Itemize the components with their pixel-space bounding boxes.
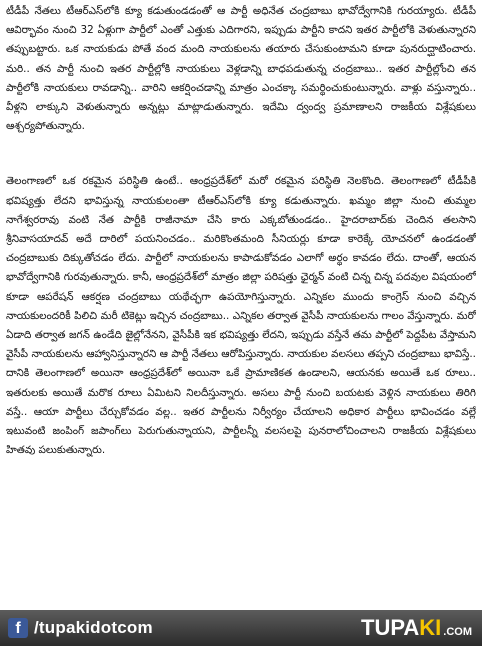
article-paragraph-1: టీడీపీ నేతలు టీఆర్ఎస్‌లోకి క్యూ కడుతుండడంతో ఆ పార్టీ అధినేత చంద్రబాబు భావోద్వేగానికి గురయ్యారు. టీడీపీ ఆవిర్భావం నుంచి 32 ఏళ్లుగా పార్టీలో ఎంతో ఎత్తుకు ఎదిగారని, ఇప్పుడు పార్టీని కాదని ఇతర పార్టీలోకి వెళుతున్నారని తప్పుబట్టారు. ఒక నాయకుడు పోతే వంద మంది నాయకులను తయారు చేసుకుంటామని కూడా పునరుద్ఘాటించారు. మరి.. తన పార్టీ నుంచి ఇతర పార్టీల్లోకి నాయకులు వెళ్లడాన్ని బాధపడుతున్న చంద్రబాబు.. ఇతర పార్టీల్లోంచి తన పార్టీలోకి నాయకులు రావడాన్ని.. వారిని ఆకర్షించడాన్ని మాత్రం ఎంచక్కా సమర్థించుకుంటున్నారు. వాళ్లు వస్తున్నారు.. వీళ్లని లాక్కుని వెళుతున్నారు అన్నట్లు మాట్లాడుతున్నారు. ఇదేమి ద్వంద్వ ప్రమాణాలని రాజకీయ విశ్లేషకులు ఆశ్చర్యపోతున్నారు. xyxy=(6,5,476,133)
article-paragraph-2: తెలంగాణలో ఒక రకమైన పరిస్థితి ఉంటే.. ఆంధ్రప్రదేశ్‌లో మరో రకమైన పరిస్థితి నెలకొంది. తెలంగాణలో టీడీపీకి భవిష్యత్తు లేదని భావిస్తున్న నాయకులంతా టీఆర్ఎస్‌లోకి క్యూ కడుతున్నారు. ఖమ్మం జిల్లా నుంచి తుమ్మల నాగేశ్వరరావు వంటి నేత పార్టీకి రాజీనామా చేసి కారు ఎక్కబోతుండడం.. హైదరాబాద్‌కు చెందిన తలసాని శ్రీనివాసయాదవ్ అదే దారిలో పయనించడం.. మరికొంతమంది సీనియర్లు కూడా కారెక్కే యోచనలో ఉండడంతో చంద్రబాబుకు దిక్కుతోచడం లేదు. పార్టీలో నాయకులను కాపాడుకోవడం ఎలాగో అర్థం కావడం లేదు. దాంతో, ఆయన భావోద్వేగానికి గురవుతున్నారు. కానీ, ఆంధ్రప్రదేశ్‌లో మాత్రం జిల్లా పరిషత్తు ఛైర్మన్ వంటి చిన్న చిన్న పదవుల విషయంలో కూడా ఆపరేషన్ ఆకర్షణ చంద్రబాబు యథేచ్ఛగా ఉపయోగిస్తున్నారు. ఎన్నికల ముందు కాంగ్రెస్ నుంచి వచ్చిన నాయకులందరికీ పిలిచి మరీ టికెట్లు ఇచ్చిన చంద్రబాబు.. ఎన్నికల తర్వాత వైసీపీ నాయకులను గాలం వేస్తున్నారు. మరో ఏడాది తర్వాత జగన్ ఉండేది జైల్లోనేనని, వైసీపీకి ఇక భవిష్యత్తు లేదని, ఇప్పుడు వస్తేనే తమ పార్టీలో పెద్దపీట వేస్తామని వైసీపీ నాయకులను ఆహ్వానిస్తున్నారని ఆ పార్టీ నేతలు ఆరోపిస్తున్నారు. నాయకుల వలసలు తప్పని చంద్రబాబు భావిస్తే.. దానికి తెలంగాణలో అయినా ఆంధ్రప్రదేశ్‌లో అయినా ఒకే ప్రామాణికత ఉండాలని, ఆయనకు అయితే ఒక రూలు.. ఇతరులకు అయితే మరొక రూలు ఏమిటని నిలదీస్తున్నారు. అసలు పార్టీ నుంచి బయటకు వెళ్లిన నాయకులు తిరిగి వస్తే.. ఆయా పార్టీలు చేర్చుకోవడం వల్ల.. ఇతర పార్టీలను నిర్వీర్యం చేయాలని అధికార పార్టీలు భావించడం వల్లే ఇటువంటి జంపింగ్ జపాంగ్‌లు పెరుగుతున్నాయని, పార్టీలన్నీ వలసలపై పునరాలోచించాలని రాజకీయ విశ్లేషకులు హితవు పలుకుతున్నారు. xyxy=(6,175,476,457)
logo-text-main: TUPA xyxy=(361,615,420,640)
article-body xyxy=(6,2,476,598)
paragraph-gap xyxy=(6,136,476,172)
site-logo[interactable] xyxy=(361,614,472,642)
logo-suffix: .COM xyxy=(443,626,472,638)
logo-text-accent: KI xyxy=(419,615,442,640)
facebook-handle-link[interactable]: /tupakidotcom xyxy=(34,618,153,637)
footer-bar xyxy=(0,610,482,646)
facebook-icon[interactable]: f xyxy=(8,618,28,638)
